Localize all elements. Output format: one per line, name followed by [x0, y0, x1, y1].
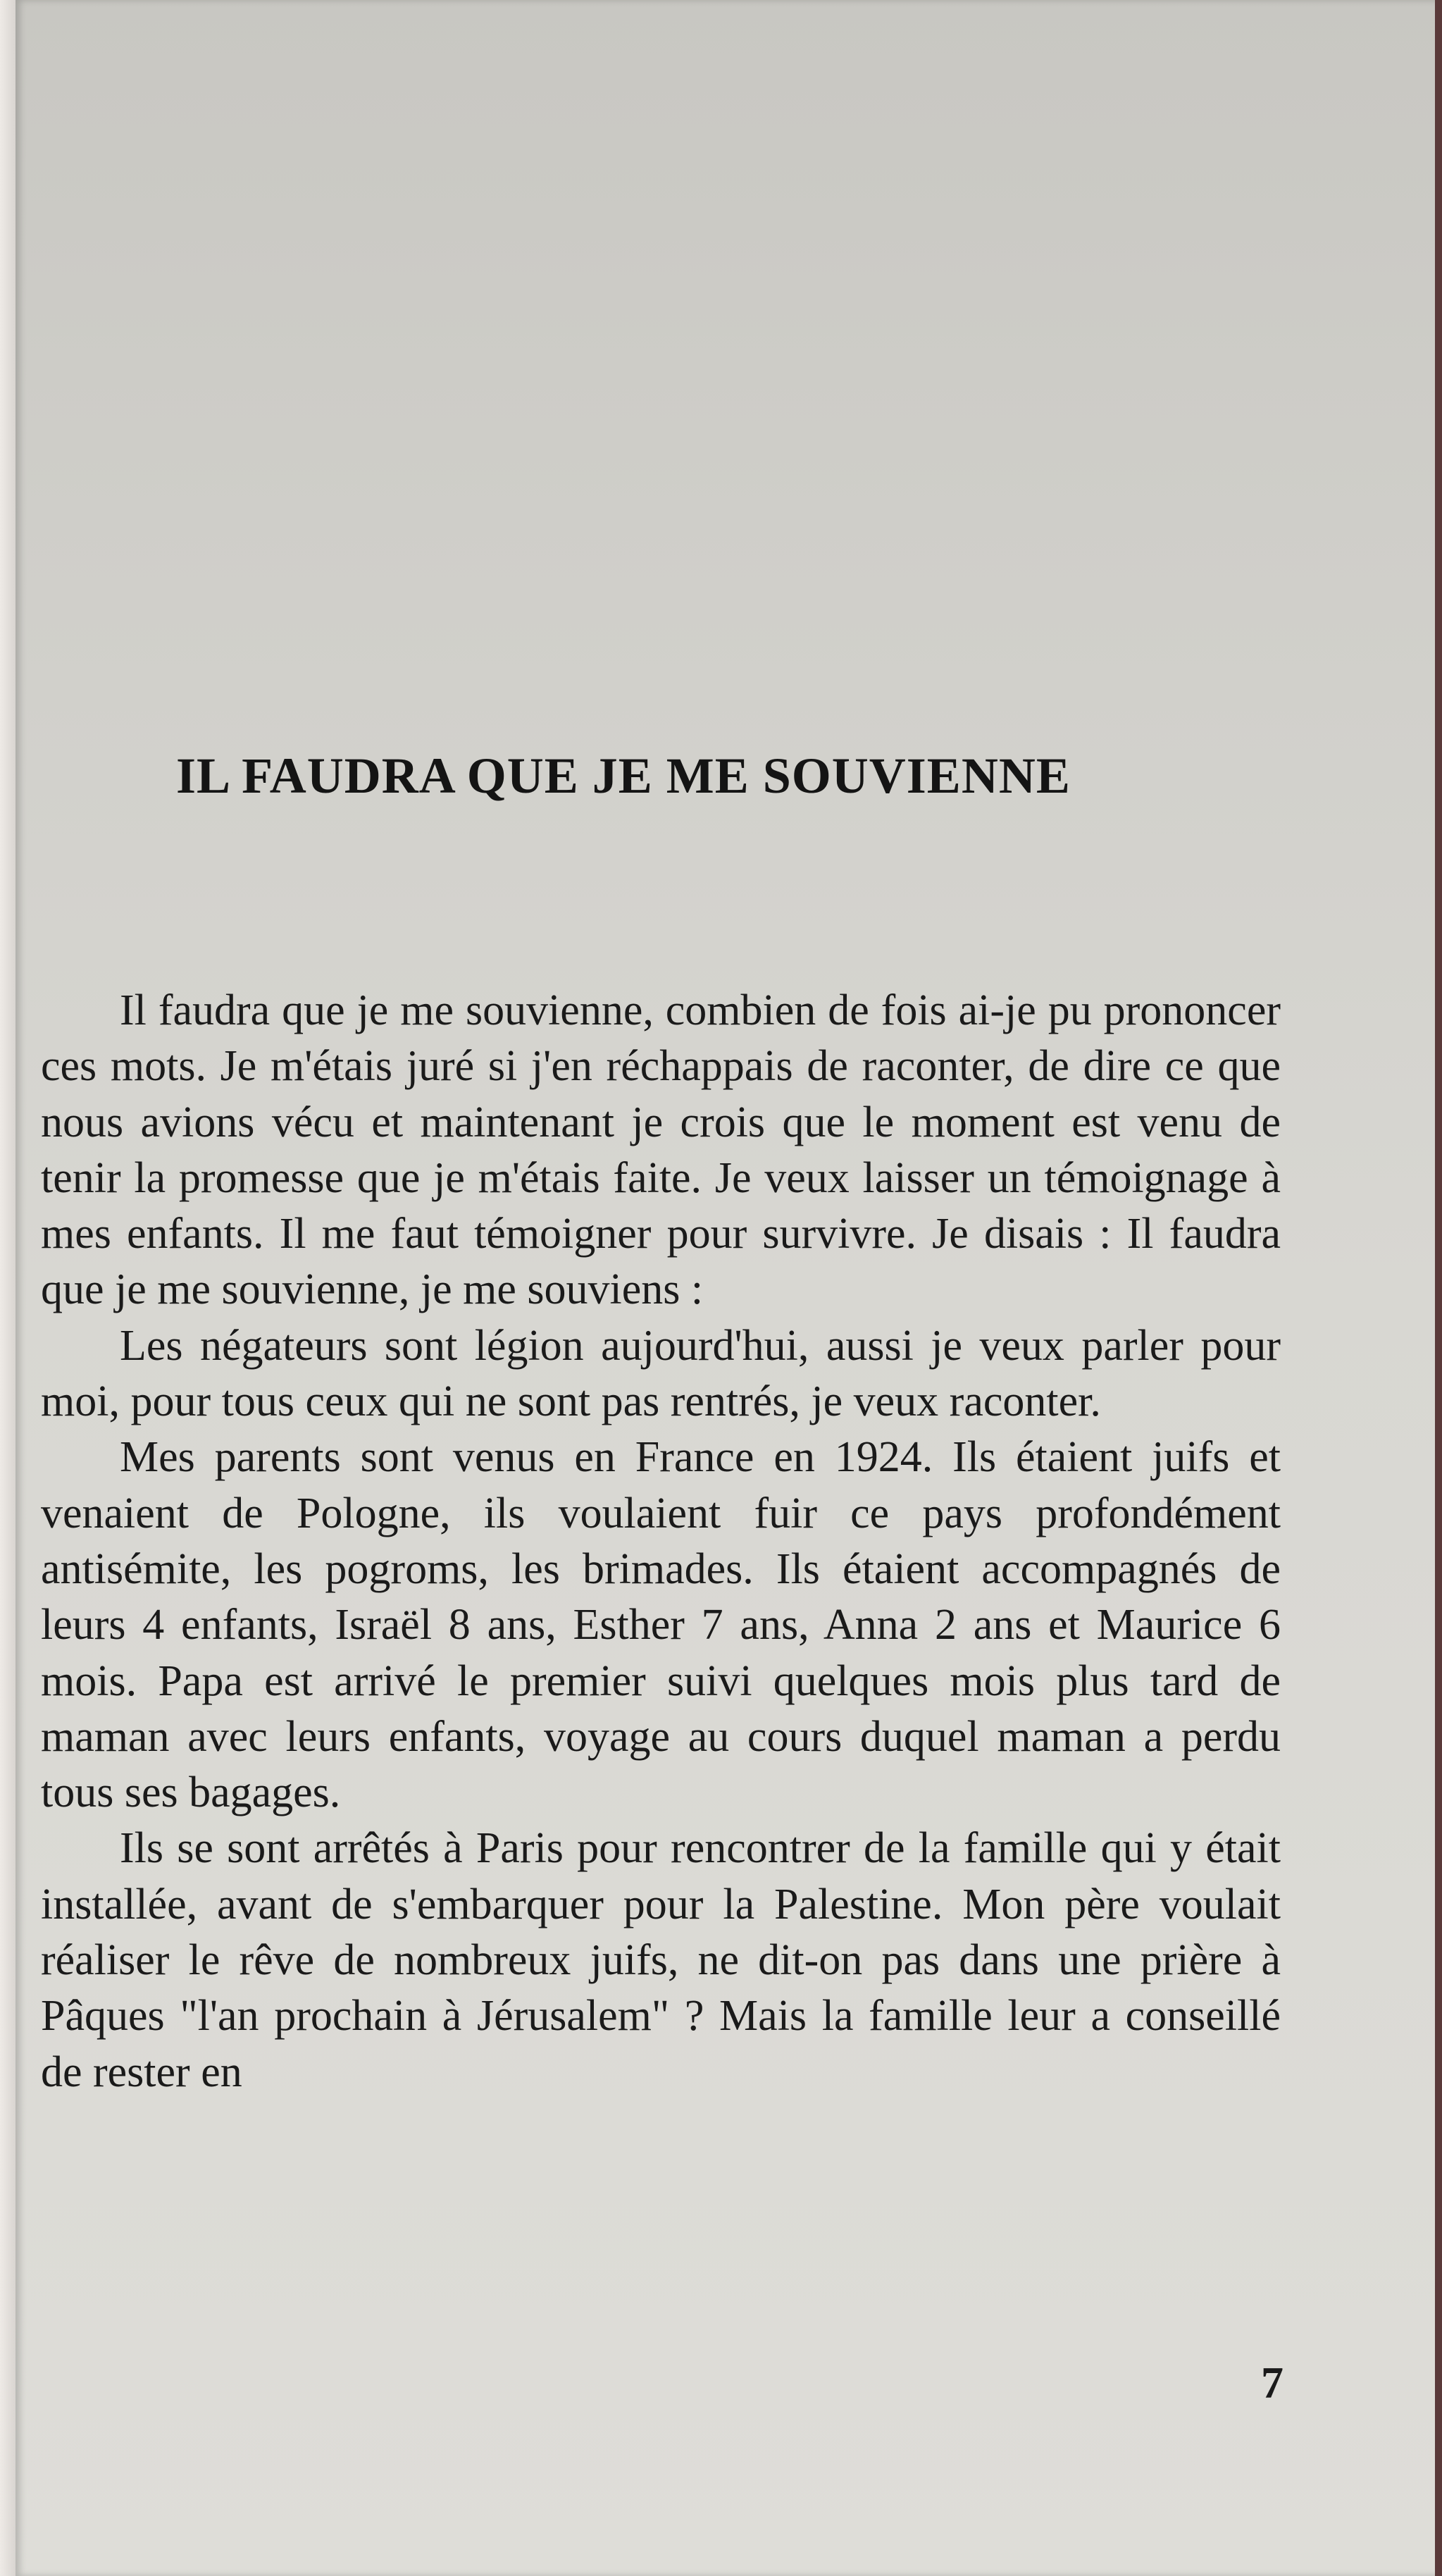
- chapter-body: [41, 983, 1281, 2100]
- page-number: 7: [1261, 2358, 1283, 2408]
- paragraph-2: Les négateurs sont légion aujourd'hui, aussi je veux parler pour moi, pour tous ceux qui ne sont pas rentrés, je veux raconter.: [41, 1321, 1281, 1426]
- book-cover-edge: [1435, 0, 1442, 2576]
- paragraph-4: Ils se sont arrêtés à Paris pour rencontrer de la famille qui y était installée, avant de s'embarquer pour la Palestine. Mon père voulait réaliser le rêve de nombreux juifs, ne dit-on pas dans une prière à Pâques "l'an prochain à Jérusalem" ? Mais la famille leur a conseillé de rester en: [41, 1824, 1281, 2096]
- paragraph-1: Il faudra que je me souvienne, combien de fois ai-je pu prononcer ces mots. Je m'étais juré si j'en réchappais de raconter, de dire ce que nous avions vécu et maintenant je crois que le moment est venu de tenir la promesse que je m'étais faite. Je veux laisser un témoignage à mes enfants. Il me faut témoigner pour survivre. Je disais : Il faudra que je me souvienne, je me souviens :: [41, 986, 1281, 1314]
- page-left-edge: [0, 0, 15, 2576]
- chapter-title: IL FAUDRA QUE JE ME SOUVIENNE: [176, 748, 1071, 804]
- paragraph-3: Mes parents sont venus en France en 1924. Ils étaient juifs et venaient de Pologne, ils voulaient fuir ce pays profondément antisémite, les pogroms, les brimades. Ils étaient accompagnés de leurs 4 enfants, Israël 8 ans, Esther 7 ans, Anna 2 ans et Maurice 6 mois. Papa est arrivé le premier suivi quelques mois plus tard de maman avec leurs enfants, voyage au cours duquel maman a perdu tous ses bagages.: [41, 1433, 1281, 1817]
